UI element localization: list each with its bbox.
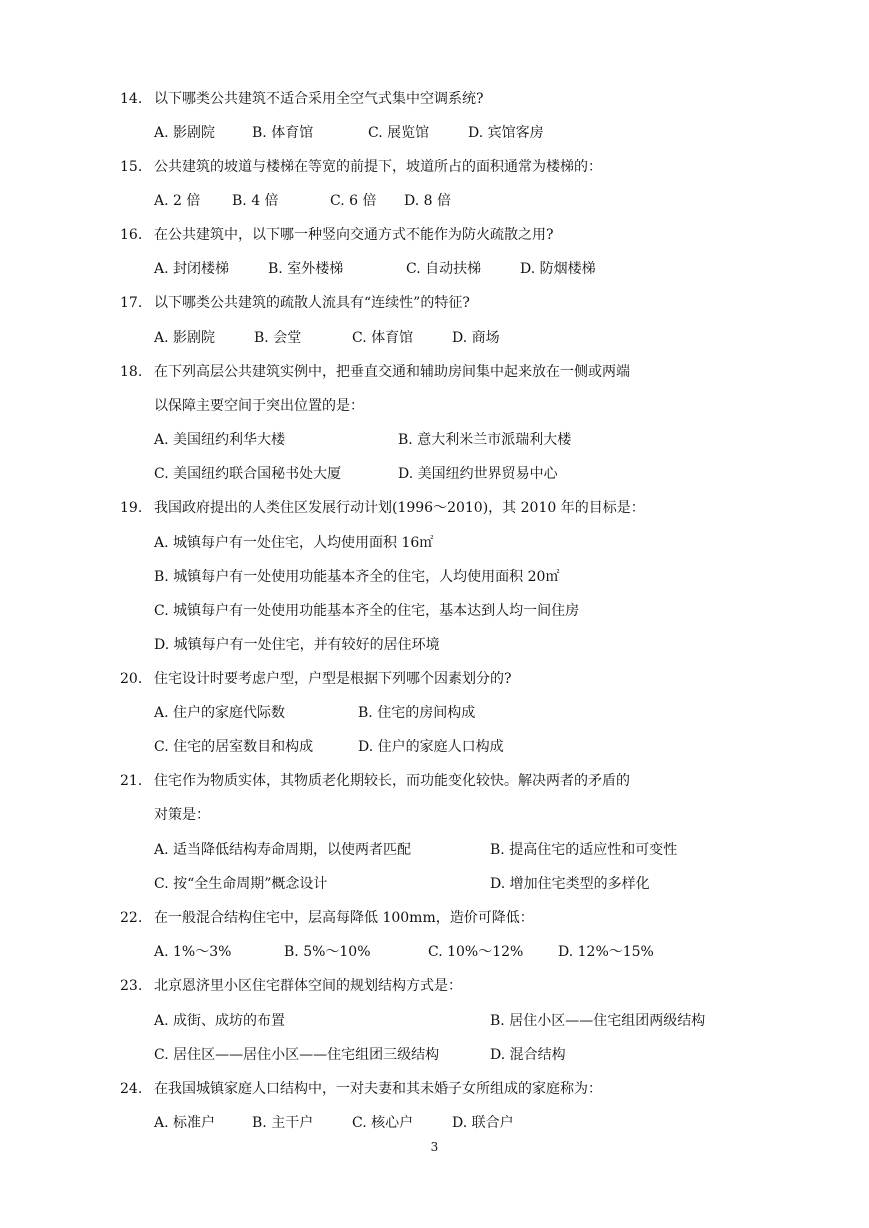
option-b: B. 提高住宅的适应性和可变性 [490, 842, 678, 858]
question-number: 18. [120, 364, 143, 380]
question-text: 北京恩济里小区住宅群体空间的规划结构方式是： [154, 978, 462, 994]
question-text: 在公共建筑中，以下哪一种竖向交通方式不能作为防火疏散之用? [154, 227, 554, 243]
question-number: 21. [120, 773, 143, 789]
option-d: D. 住户的家庭人口构成 [358, 739, 504, 755]
question-number: 19. [120, 500, 143, 516]
option-d: D. 混合结构 [490, 1047, 566, 1063]
question-16 [120, 225, 554, 245]
question-19 [120, 498, 645, 518]
option-b: B. 住宅的房间构成 [358, 705, 476, 721]
question-23 [120, 976, 462, 996]
option-a: A. 城镇每户有一处住宅，人均使用面积 16㎡ [154, 535, 434, 551]
question-18 [120, 362, 630, 382]
question-text: 我国政府提出的人类住区发展行动计划(1996～2010)，其 2010 年的目标是： [154, 500, 645, 516]
question-text: 住宅作为物质实体，其物质老化期较长，而功能变化较快。解决两者的矛盾的 [154, 773, 630, 789]
question-20 [120, 669, 512, 689]
question-text: 在我国城镇家庭人口结构中，一对夫妻和其未婚子女所组成的家庭称为： [154, 1081, 602, 1097]
question-number: 23. [120, 978, 143, 994]
question-24 [120, 1079, 602, 1099]
option-c: C. 美国纽约联合国秘书处大厦 [154, 466, 342, 482]
option-c: C. 按“全生命周期”概念设计 [154, 876, 328, 892]
option-d: D. 城镇每户有一处住宅，并有较好的居住环境 [154, 637, 440, 653]
question-15 [120, 157, 602, 177]
option-a: A. 美国纽约利华大楼 [154, 432, 286, 448]
option-a: A. 影剧院 [154, 330, 216, 346]
question-text: 以下哪类公共建筑的疏散人流具有“连续性”的特征? [154, 295, 470, 311]
option-b: B. 会堂 [254, 330, 302, 346]
question-text: 公共建筑的坡道与楼梯在等宽的前提下，坡道所占的面积通常为楼梯的： [154, 159, 602, 175]
option-b: B. 主干户 [252, 1115, 314, 1131]
option-b: B. 体育馆 [252, 125, 314, 141]
option-c: C. 10%～12% [428, 944, 524, 960]
option-a: A. 适当降低结构寿命周期，以使两者匹配 [154, 842, 412, 858]
option-a: A. 2 倍 [154, 193, 201, 209]
option-c: C. 居住区——居住小区——住宅组团三级结构 [154, 1047, 440, 1063]
question-number: 20. [120, 671, 143, 687]
option-c: C. 核心户 [352, 1115, 414, 1131]
option-b: B. 意大利米兰市派瑞利大楼 [398, 432, 572, 448]
question-text: 在一般混合结构住宅中，层高每降低 100mm，造价可降低： [154, 910, 534, 926]
option-a: A. 1%～3% [154, 944, 232, 960]
option-a: A. 影剧院 [154, 125, 216, 141]
question-number: 22. [120, 910, 143, 926]
question-17 [120, 293, 470, 313]
option-a: A. 标准户 [154, 1115, 216, 1131]
option-a: A. 封闭楼梯 [154, 261, 230, 277]
option-b: B. 居住小区——住宅组团两级结构 [490, 1013, 706, 1029]
option-d: D. 8 倍 [404, 193, 451, 209]
question-number: 24. [120, 1081, 143, 1097]
question-text: 在下列高层公共建筑实例中，把垂直交通和辅助房间集中起来放在一侧或两端 [154, 364, 630, 380]
option-d: D. 12%～15% [558, 944, 654, 960]
option-c: C. 住宅的居室数目和构成 [154, 739, 314, 755]
option-c: C. 展览馆 [368, 125, 430, 141]
option-b: B. 5%～10% [284, 944, 371, 960]
option-d: D. 美国纽约世界贸易中心 [398, 466, 558, 482]
question-text-continued: 对策是： [154, 807, 210, 823]
option-c: C. 6 倍 [330, 193, 377, 209]
option-d: D. 宾馆客房 [468, 125, 544, 141]
question-text: 以下哪类公共建筑不适合采用全空气式集中空调系统? [154, 91, 484, 107]
option-c: C. 城镇每户有一处使用功能基本齐全的住宅，基本达到人均一间住房 [154, 603, 580, 619]
option-b: B. 4 倍 [232, 193, 279, 209]
question-number: 14. [120, 91, 143, 107]
option-d: D. 防烟楼梯 [520, 261, 596, 277]
option-b: B. 城镇每户有一处使用功能基本齐全的住宅，人均使用面积 20㎡ [154, 569, 560, 585]
option-a: A. 成街、成坊的布置 [154, 1013, 286, 1029]
page-number: 3 [430, 1140, 439, 1154]
option-a: A. 住户的家庭代际数 [154, 705, 286, 721]
option-c: C. 体育馆 [352, 330, 414, 346]
question-21 [120, 771, 630, 791]
question-14 [120, 89, 484, 109]
option-d: D. 商场 [452, 330, 500, 346]
question-22 [120, 908, 534, 928]
option-d: D. 增加住宅类型的多样化 [490, 876, 650, 892]
question-text-continued: 以保障主要空间于突出位置的是： [154, 398, 364, 414]
question-text: 住宅设计时要考虑户型，户型是根据下列哪个因素划分的? [154, 671, 512, 687]
option-b: B. 室外楼梯 [268, 261, 344, 277]
question-number: 17. [120, 295, 143, 311]
option-c: C. 自动扶梯 [406, 261, 482, 277]
option-d: D. 联合户 [452, 1115, 514, 1131]
question-number: 16. [120, 227, 143, 243]
question-number: 15. [120, 159, 143, 175]
